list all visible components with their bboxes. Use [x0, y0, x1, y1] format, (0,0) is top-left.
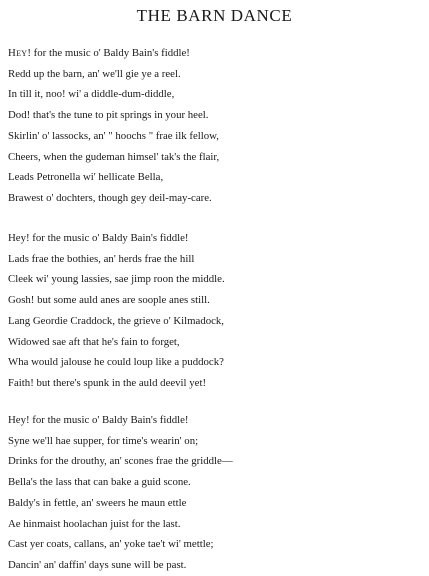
stanza-1-line-7: Leads Petronella wi' hellicate Bella, — [8, 171, 164, 184]
poem-title: THE BARN DANCE — [136, 6, 293, 25]
stanza-2-line-2: Lads frae the bothies, an' herds frae the hill — [8, 252, 195, 265]
stanza-3-line-8: Dancin' an' daffin' days sune will be past. — [8, 558, 187, 571]
stanza-1-line-6: Cheers, when the gudeman himsel' tak's the flair, — [8, 150, 220, 163]
stanza-1-line-8: Brawest o' dochters, though gey deil-may-care. — [8, 191, 212, 204]
stanza-3-line-3: Drinks for the drouthy, an' scones frae the griddle— — [8, 455, 233, 468]
stanza-1-line-5: Skirlin' o' lassocks, an' " hoochs " frae ilk fellow, — [8, 129, 219, 142]
stanza-1-line-2: Redd up the barn, an' we'll gie ye a reel. — [8, 67, 181, 80]
first-line-rest: ! for the music o' Baldy Bain's fiddle! — [27, 47, 190, 59]
stanza-2-line-3: Cleek wi' young lassies, sae jimp roon the middle. — [8, 273, 225, 286]
stanza-2-line-1: Hey! for the music o' Baldy Bain's fiddle! — [8, 232, 189, 244]
stanza-2-line-4: Gosh! but some auld anes are soople anes still. — [8, 294, 210, 307]
stanza-2-line-8: Faith! but there's spunk in the auld deevil yet! — [8, 376, 207, 389]
stanza-2-line-7: Wha would jalouse he could loup like a puddock? — [8, 356, 224, 369]
stanza-3-line-1: Hey! for the music o' Baldy Bain's fiddle! — [8, 414, 189, 426]
stanza-3-line-7: Cast yer coats, callans, an' yoke tae't wi' mettle; — [8, 538, 214, 551]
first-word: Hey — [8, 47, 28, 59]
stanza-3-line-5: Baldy's in fettle, an' sweers he maun ettle — [8, 496, 187, 509]
stanza-2-line-5: Lang Geordie Craddock, the grieve o' Kilmadock, — [8, 314, 225, 327]
stanza-2-line-6: Widowed sae aft that he's fain to forget, — [8, 335, 180, 348]
stanza-2 — [8, 228, 429, 394]
stanza-1-line-4: Dod! that's the tune to pit springs in your heel. — [8, 109, 209, 122]
stanza-3 — [8, 410, 429, 576]
stanza-1 — [8, 43, 429, 209]
stanza-3-line-6: Ae hinmaist hoolachan juist for the last. — [8, 517, 181, 530]
stanza-1-line-1 — [8, 43, 429, 64]
stanza-3-line-2: Syne we'll hae supper, for time's wearin' on; — [8, 434, 199, 447]
stanza-1-line-3: In till it, noo! wi' a diddle-dum-diddle, — [8, 88, 175, 101]
stanza-3-line-4: Bella's the lass that can bake a guid scone. — [8, 476, 191, 489]
